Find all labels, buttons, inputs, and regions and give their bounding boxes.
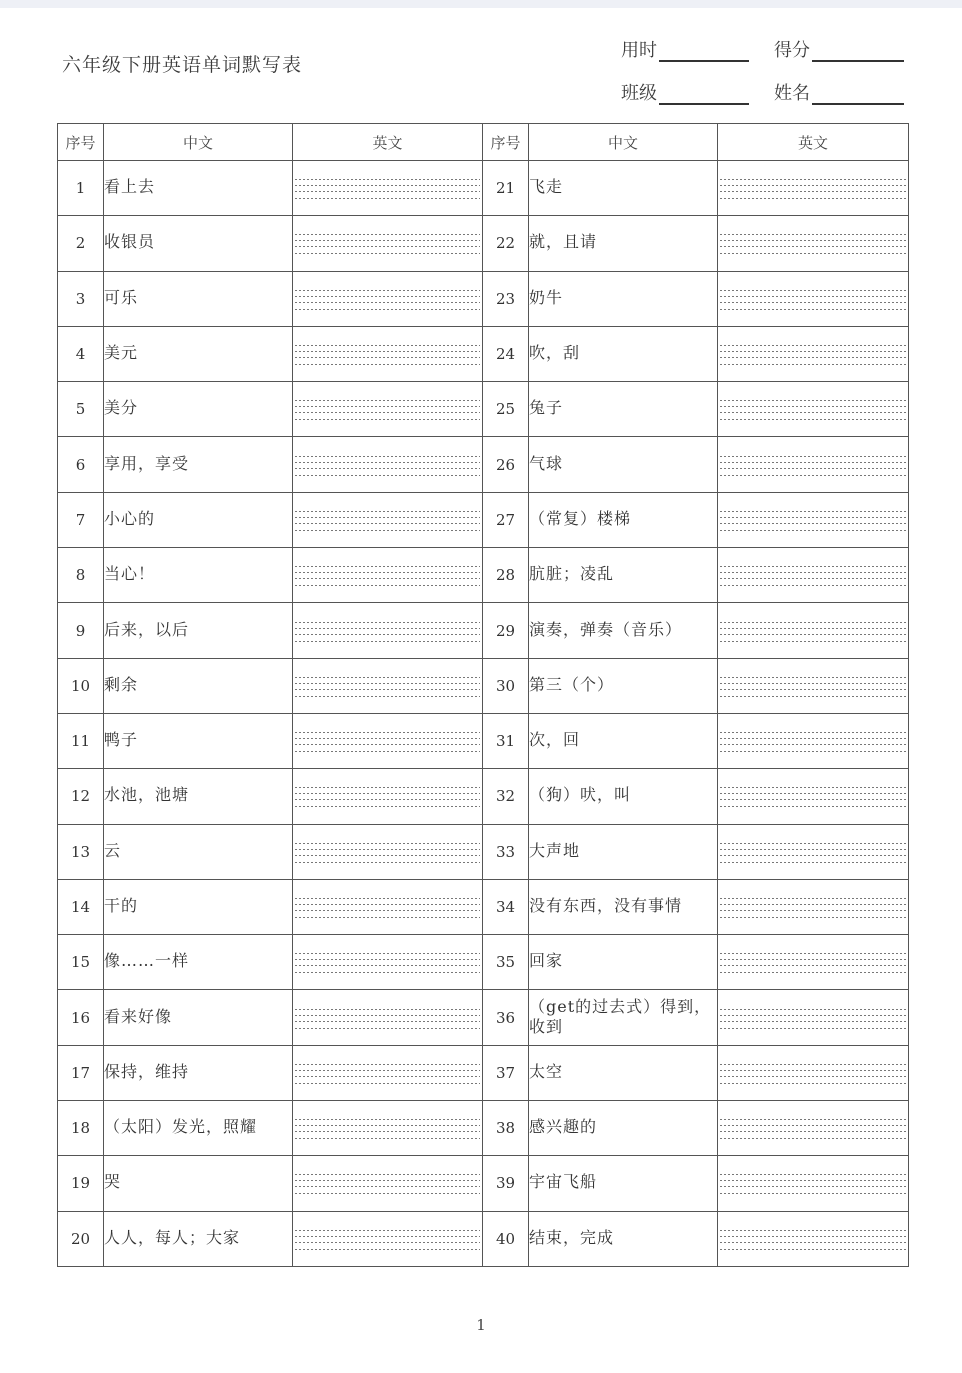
english-answer-left[interactable]	[293, 271, 483, 326]
score-blank[interactable]	[812, 42, 904, 62]
table-row	[58, 658, 909, 713]
chinese-term-left-text: 美元	[104, 343, 139, 363]
row-number-right: 30	[483, 658, 529, 713]
chinese-term-left	[104, 216, 293, 271]
dashed-writing-lines[interactable]	[720, 398, 906, 420]
chinese-term-left-text: 看来好像	[104, 1006, 173, 1026]
english-answer-left[interactable]	[293, 1101, 483, 1156]
english-answer-left[interactable]	[293, 879, 483, 934]
header-english-left: 英文	[293, 124, 483, 161]
table-row	[58, 713, 909, 768]
time-blank[interactable]	[659, 42, 749, 62]
chinese-term-right	[529, 216, 718, 271]
row-number-left: 19	[58, 1156, 104, 1211]
english-answer-right[interactable]	[718, 548, 909, 603]
chinese-term-left-text: 哭	[104, 1172, 122, 1192]
chinese-term-left	[104, 492, 293, 547]
english-answer-right[interactable]	[718, 326, 909, 381]
chinese-term-left	[104, 548, 293, 603]
row-number-right: 34	[483, 879, 529, 934]
table-row	[58, 161, 909, 216]
chinese-term-left-text: 水池，池塘	[104, 785, 190, 805]
chinese-term-left	[104, 437, 293, 492]
dashed-writing-lines[interactable]	[295, 620, 480, 642]
class-blank[interactable]	[659, 85, 749, 105]
english-answer-right[interactable]	[718, 824, 909, 879]
chinese-term-right	[529, 492, 718, 547]
dashed-writing-lines[interactable]	[295, 177, 480, 199]
table-row	[58, 1156, 909, 1211]
english-answer-right[interactable]	[718, 658, 909, 713]
row-number-left: 18	[58, 1101, 104, 1156]
dashed-writing-lines[interactable]	[720, 564, 906, 586]
row-number-right: 32	[483, 769, 529, 824]
top-bar	[0, 0, 962, 8]
dashed-writing-lines[interactable]	[295, 1007, 480, 1029]
row-number-left: 10	[58, 658, 104, 713]
time-field[interactable]	[621, 36, 749, 62]
class-field[interactable]	[621, 79, 749, 105]
table-row	[58, 1045, 909, 1100]
english-answer-left[interactable]	[293, 713, 483, 768]
english-answer-left[interactable]	[293, 658, 483, 713]
dashed-writing-lines[interactable]	[295, 398, 480, 420]
english-answer-right[interactable]	[718, 216, 909, 271]
chinese-term-left-text: 剩余	[104, 674, 139, 694]
table-row	[58, 603, 909, 658]
chinese-term-right-text: （狗）吠，叫	[529, 785, 632, 805]
chinese-term-right	[529, 548, 718, 603]
chinese-term-right-text: 宇宙飞船	[529, 1172, 598, 1192]
chinese-term-right	[529, 603, 718, 658]
dashed-writing-lines[interactable]	[295, 232, 480, 254]
chinese-term-left-text: 干的	[104, 896, 139, 915]
row-number-left: 17	[58, 1045, 104, 1100]
dashed-writing-lines[interactable]	[720, 841, 906, 863]
chinese-term-left	[104, 713, 293, 768]
dashed-writing-lines[interactable]	[295, 1228, 480, 1250]
chinese-term-right	[529, 161, 718, 216]
row-number-left: 7	[58, 492, 104, 547]
dashed-writing-lines[interactable]	[720, 232, 906, 254]
english-answer-right[interactable]	[718, 990, 909, 1045]
chinese-term-left	[104, 658, 293, 713]
dashed-writing-lines[interactable]	[720, 896, 906, 918]
row-number-left: 1	[58, 161, 104, 216]
dashed-writing-lines[interactable]	[720, 951, 906, 973]
row-number-left: 2	[58, 216, 104, 271]
chinese-term-left	[104, 1101, 293, 1156]
score-label: 得分	[774, 40, 810, 61]
chinese-term-left	[104, 161, 293, 216]
chinese-term-right	[529, 658, 718, 713]
dashed-writing-lines[interactable]	[295, 343, 480, 365]
chinese-term-left-text: 云	[104, 840, 122, 860]
row-number-left: 3	[58, 271, 104, 326]
english-answer-right[interactable]	[718, 769, 909, 824]
dashed-writing-lines[interactable]	[720, 1228, 906, 1250]
table-row	[58, 382, 909, 437]
dashed-writing-lines[interactable]	[295, 1062, 480, 1084]
chinese-term-right	[529, 1045, 718, 1100]
dashed-writing-lines[interactable]	[295, 1172, 480, 1194]
header-chinese-left: 中文	[104, 124, 293, 161]
english-answer-right[interactable]	[718, 879, 909, 934]
english-answer-right[interactable]	[718, 382, 909, 437]
name-field[interactable]	[774, 79, 904, 105]
chinese-term-right	[529, 713, 718, 768]
row-number-right: 28	[483, 548, 529, 603]
chinese-term-left-text: 当心！	[104, 564, 156, 584]
dashed-writing-lines[interactable]	[295, 785, 480, 807]
row-number-left: 11	[58, 713, 104, 768]
page-number: 1	[476, 1316, 486, 1334]
dashed-writing-lines[interactable]	[295, 730, 480, 752]
chinese-term-left	[104, 990, 293, 1045]
row-number-left: 12	[58, 769, 104, 824]
dashed-writing-lines[interactable]	[295, 1117, 480, 1139]
chinese-term-left	[104, 824, 293, 879]
chinese-term-left-text: 后来，以后	[104, 619, 190, 639]
table-row	[58, 1211, 909, 1266]
chinese-term-right-text: 感兴趣的	[529, 1117, 598, 1137]
table-row	[58, 326, 909, 381]
chinese-term-right	[529, 935, 718, 990]
name-label: 姓名	[774, 83, 810, 104]
header-num-left: 序号	[58, 124, 104, 161]
table-row	[58, 271, 909, 326]
english-answer-right[interactable]	[718, 1156, 909, 1211]
chinese-term-left-text: 像……一样	[104, 951, 190, 971]
page-title: 六年级下册英语单词默写表	[62, 54, 303, 76]
english-answer-left[interactable]	[293, 990, 483, 1045]
row-number-right: 24	[483, 326, 529, 381]
dashed-writing-lines[interactable]	[295, 841, 480, 863]
chinese-term-left-text: 可乐	[104, 287, 139, 307]
dashed-writing-lines[interactable]	[720, 1117, 906, 1139]
row-number-left: 9	[58, 603, 104, 658]
chinese-term-left	[104, 603, 293, 658]
row-number-right: 23	[483, 271, 529, 326]
chinese-term-right	[529, 271, 718, 326]
chinese-term-left-text: 鸭子	[104, 730, 139, 750]
dashed-writing-lines[interactable]	[720, 785, 906, 807]
english-answer-right[interactable]	[718, 713, 909, 768]
chinese-term-right-text: 就，且请	[529, 232, 598, 252]
table-row	[58, 548, 909, 603]
table-row	[58, 437, 909, 492]
chinese-term-right-text: 气球	[529, 453, 564, 473]
row-number-left: 6	[58, 437, 104, 492]
chinese-term-left-text: （太阳）发光，照耀	[104, 1117, 258, 1137]
chinese-term-left-text: 保持，维持	[104, 1061, 190, 1081]
row-number-left: 16	[58, 990, 104, 1045]
chinese-term-right-text: 回家	[529, 951, 564, 971]
table-row	[58, 879, 909, 934]
english-answer-left[interactable]	[293, 824, 483, 879]
chinese-term-right-text: （常复）楼梯	[529, 508, 632, 528]
row-number-right: 26	[483, 437, 529, 492]
chinese-term-right-text: 飞走	[529, 177, 564, 197]
chinese-term-right-text: 奶牛	[529, 287, 564, 307]
dashed-writing-lines[interactable]	[295, 896, 480, 918]
time-label: 用时	[621, 40, 657, 61]
table-row	[58, 824, 909, 879]
chinese-term-right-text: 肮脏；凌乱	[529, 564, 615, 584]
dashed-writing-lines[interactable]	[720, 1062, 906, 1084]
chinese-term-right-text: 太空	[529, 1061, 564, 1081]
row-number-right: 22	[483, 216, 529, 271]
chinese-term-right-text: 吹，刮	[529, 343, 581, 363]
row-number-right: 27	[483, 492, 529, 547]
chinese-term-left	[104, 271, 293, 326]
english-answer-left[interactable]	[293, 437, 483, 492]
table-row	[58, 769, 909, 824]
english-answer-left[interactable]	[293, 1045, 483, 1100]
english-answer-right[interactable]	[718, 492, 909, 547]
chinese-term-right-text: 大声地	[529, 840, 581, 860]
dashed-writing-lines[interactable]	[720, 730, 906, 752]
row-number-left: 13	[58, 824, 104, 879]
chinese-term-right-text: 结束，完成	[529, 1227, 615, 1247]
dashed-writing-lines[interactable]	[720, 454, 906, 476]
chinese-term-left	[104, 935, 293, 990]
chinese-term-right	[529, 326, 718, 381]
english-answer-left[interactable]	[293, 603, 483, 658]
chinese-term-right	[529, 879, 718, 934]
english-answer-right[interactable]	[718, 1101, 909, 1156]
chinese-term-left	[104, 879, 293, 934]
chinese-term-right-text: 第三（个）	[529, 674, 615, 694]
row-number-right: 39	[483, 1156, 529, 1211]
english-answer-right[interactable]	[718, 935, 909, 990]
english-answer-left[interactable]	[293, 1156, 483, 1211]
english-answer-left[interactable]	[293, 161, 483, 216]
english-answer-left[interactable]	[293, 326, 483, 381]
chinese-term-right	[529, 1101, 718, 1156]
english-answer-right[interactable]	[718, 271, 909, 326]
dashed-writing-lines[interactable]	[720, 177, 906, 199]
class-label: 班级	[621, 83, 657, 104]
chinese-term-left-text: 看上去	[104, 177, 156, 197]
english-answer-left[interactable]	[293, 492, 483, 547]
header-chinese-right: 中文	[529, 124, 718, 161]
english-answer-left[interactable]	[293, 382, 483, 437]
row-number-left: 4	[58, 326, 104, 381]
dashed-writing-lines[interactable]	[720, 675, 906, 697]
table-row	[58, 935, 909, 990]
dashed-writing-lines[interactable]	[295, 454, 480, 476]
dashed-writing-lines[interactable]	[720, 288, 906, 310]
chinese-term-left	[104, 382, 293, 437]
chinese-term-right	[529, 1211, 718, 1266]
vocabulary-table	[57, 123, 909, 1267]
chinese-term-left-text: 人人，每人；大家	[104, 1227, 241, 1247]
row-number-left: 15	[58, 935, 104, 990]
row-number-left: 14	[58, 879, 104, 934]
chinese-term-left-text: 享用，享受	[104, 453, 190, 473]
row-number-right: 21	[483, 161, 529, 216]
chinese-term-right	[529, 382, 718, 437]
dashed-writing-lines[interactable]	[295, 564, 480, 586]
chinese-term-left-text: 收银员	[104, 232, 156, 252]
table-row	[58, 1101, 909, 1156]
row-number-right: 38	[483, 1101, 529, 1156]
english-answer-right[interactable]	[718, 437, 909, 492]
dashed-writing-lines[interactable]	[720, 509, 906, 531]
row-number-left: 5	[58, 382, 104, 437]
dashed-writing-lines[interactable]	[295, 288, 480, 310]
table-row	[58, 990, 909, 1045]
dashed-writing-lines[interactable]	[295, 675, 480, 697]
row-number-right: 40	[483, 1211, 529, 1266]
row-number-left: 20	[58, 1211, 104, 1266]
chinese-term-right-text: （get的过去式）得到，收到	[529, 996, 712, 1036]
row-number-right: 37	[483, 1045, 529, 1100]
row-number-right: 31	[483, 713, 529, 768]
dashed-writing-lines[interactable]	[720, 1172, 906, 1194]
english-answer-left[interactable]	[293, 769, 483, 824]
chinese-term-right	[529, 437, 718, 492]
chinese-term-right-text: 没有东西，没有事情	[529, 896, 683, 915]
score-field[interactable]	[774, 36, 904, 62]
dashed-writing-lines[interactable]	[720, 343, 906, 365]
chinese-term-left	[104, 1045, 293, 1100]
english-answer-right[interactable]	[718, 603, 909, 658]
chinese-term-left	[104, 1156, 293, 1211]
chinese-term-left-text: 小心的	[104, 508, 156, 528]
chinese-term-right-text: 次，回	[529, 730, 581, 750]
header-english-right: 英文	[718, 124, 909, 161]
row-number-right: 25	[483, 382, 529, 437]
chinese-term-left-text: 美分	[104, 398, 139, 418]
english-answer-right[interactable]	[718, 1045, 909, 1100]
table-row	[58, 216, 909, 271]
row-number-right: 33	[483, 824, 529, 879]
chinese-term-left	[104, 326, 293, 381]
table-row	[58, 492, 909, 547]
chinese-term-left	[104, 769, 293, 824]
english-answer-right[interactable]	[718, 1211, 909, 1266]
dashed-writing-lines[interactable]	[720, 1007, 906, 1029]
dashed-writing-lines[interactable]	[295, 951, 480, 973]
english-answer-left[interactable]	[293, 935, 483, 990]
dashed-writing-lines[interactable]	[720, 620, 906, 642]
chinese-term-right	[529, 990, 718, 1045]
chinese-term-right	[529, 1156, 718, 1211]
row-number-right: 29	[483, 603, 529, 658]
chinese-term-right-text: 兔子	[529, 398, 564, 418]
header-num-right: 序号	[483, 124, 529, 161]
chinese-term-right-text: 演奏，弹奏（音乐）	[529, 619, 683, 639]
chinese-term-left	[104, 1211, 293, 1266]
dashed-writing-lines[interactable]	[295, 509, 480, 531]
row-number-right: 36	[483, 990, 529, 1045]
table-header-row	[58, 124, 909, 161]
english-answer-left[interactable]	[293, 216, 483, 271]
name-blank[interactable]	[812, 85, 904, 105]
english-answer-right[interactable]	[718, 161, 909, 216]
row-number-right: 35	[483, 935, 529, 990]
row-number-left: 8	[58, 548, 104, 603]
chinese-term-right	[529, 824, 718, 879]
english-answer-left[interactable]	[293, 548, 483, 603]
english-answer-left[interactable]	[293, 1211, 483, 1266]
chinese-term-right	[529, 769, 718, 824]
